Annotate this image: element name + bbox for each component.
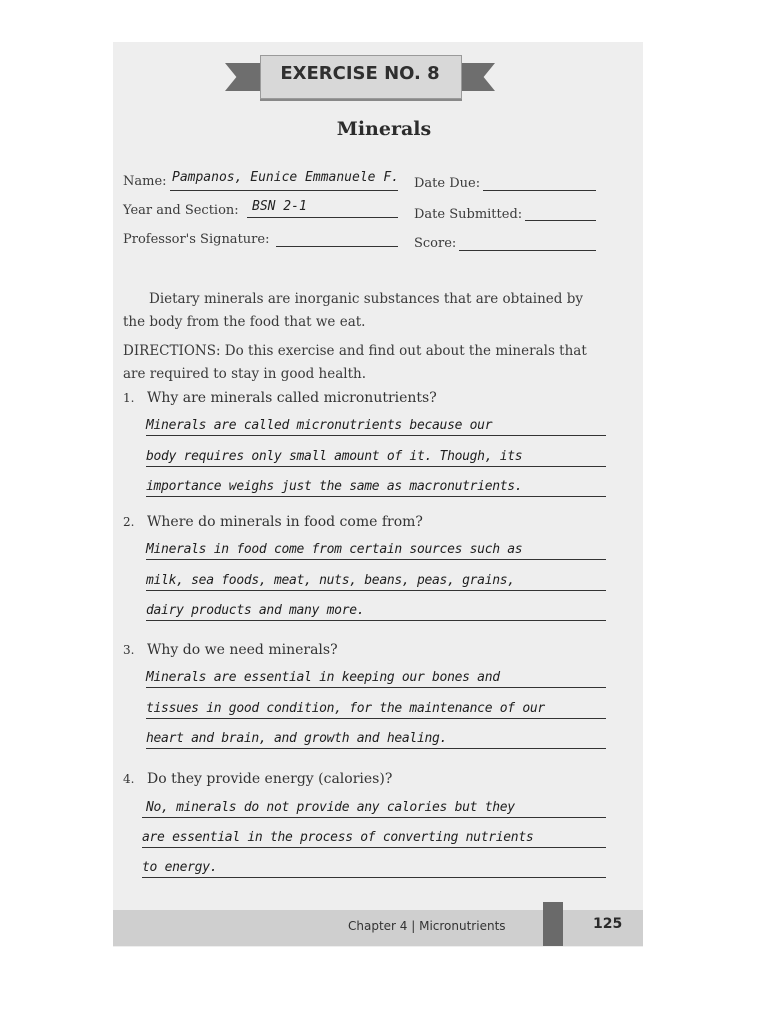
answer-rule (146, 559, 606, 560)
question-text: Where do minerals in food come from? (147, 514, 423, 530)
directions-text: DIRECTIONS: Do this exercise and find out about the minerals that are required to stay in good health. (123, 343, 587, 382)
answer-1-line-3: importance weighs just the same as macronutrients. (146, 479, 523, 494)
signature-label: Professor's Signature: (123, 232, 270, 247)
name-value: Pampanos, Eunice Emmanuele F. (172, 170, 399, 185)
question-number: 2. (123, 515, 135, 529)
answer-rule (146, 718, 606, 719)
answer-rule (146, 496, 606, 497)
date-submitted-label: Date Submitted: (414, 207, 523, 222)
question-number: 1. (123, 391, 135, 405)
answer-2-line-3: dairy products and many more. (146, 603, 365, 618)
question-text: Why are minerals called micronutrients? (147, 390, 437, 406)
answer-3-line-2: tissues in good condition, for the maintenance of our (146, 701, 545, 716)
answer-rule (142, 877, 606, 878)
page-title: Minerals (336, 118, 432, 140)
exercise-number: EXERCISE NO. 8 (280, 63, 440, 84)
answer-3-line-3: heart and brain, and growth and healing. (146, 731, 448, 746)
answer-rule (146, 687, 606, 688)
answer-rule (146, 620, 606, 621)
question-2 (123, 514, 423, 530)
date-due-line (483, 190, 596, 191)
question-text: Why do we need minerals? (147, 642, 338, 658)
answer-1-line-1: Minerals are called micronutrients because our (146, 418, 493, 433)
name-label: Name: (123, 174, 167, 189)
answer-rule (146, 466, 606, 467)
answer-rule (146, 435, 606, 436)
answer-rule (146, 590, 606, 591)
question-1 (123, 390, 437, 406)
answer-2-line-1: Minerals in food come from certain sources such as (146, 542, 523, 557)
page-footer (113, 910, 643, 946)
page-number: 125 (593, 916, 623, 932)
answer-4-line-1: No, minerals do not provide any calories but they (146, 800, 515, 815)
score-line (459, 250, 596, 251)
question-number: 3. (123, 643, 135, 657)
answer-rule (142, 847, 606, 848)
exercise-banner (225, 53, 495, 103)
answer-4-line-3: to energy. (142, 860, 218, 875)
year-section-line (247, 217, 398, 218)
score-label: Score: (414, 236, 457, 251)
question-number: 4. (123, 772, 135, 786)
date-due-label: Date Due: (414, 176, 481, 191)
answer-1-line-2: body requires only small amount of it. Though, its (146, 449, 523, 464)
chapter-label: Chapter 4 | Micronutrients (348, 919, 506, 933)
answer-rule (142, 817, 606, 818)
name-line (170, 190, 398, 191)
answer-rule (146, 748, 606, 749)
footer-marker (543, 902, 563, 946)
question-4 (123, 771, 392, 787)
answer-2-line-2: milk, sea foods, meat, nuts, beans, peas, grains, (146, 573, 515, 588)
question-3 (123, 642, 338, 658)
year-section-label: Year and Section: (123, 203, 239, 218)
year-section-value: BSN 2-1 (252, 199, 307, 214)
date-submitted-line (525, 220, 596, 221)
intro-text: Dietary minerals are inorganic substances that are obtained by the body from the food that we eat. (123, 291, 583, 330)
answer-3-line-1: Minerals are essential in keeping our bones and (146, 670, 500, 685)
signature-line (276, 246, 398, 247)
answer-4-line-2: are essential in the process of converting nutrients (142, 830, 534, 845)
question-text: Do they provide energy (calories)? (147, 771, 393, 787)
